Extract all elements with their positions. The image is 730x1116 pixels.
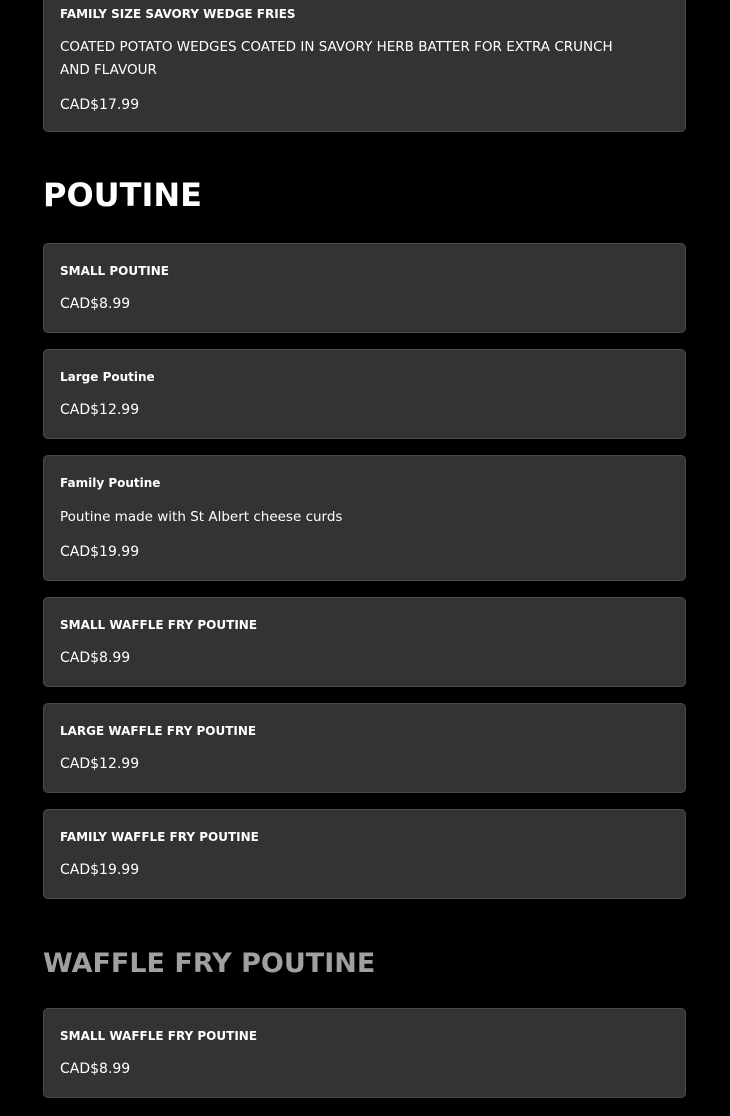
menu-item-name: SMALL WAFFLE FRY POUTINE [60, 618, 258, 632]
menu-item-price: CAD$12.99 [60, 756, 140, 772]
section-title-poutine: POUTINE [43, 176, 203, 214]
menu-item-name: Large Poutine [60, 370, 155, 384]
menu-item-price: CAD$19.99 [60, 544, 140, 560]
menu-item-price: CAD$8.99 [60, 1061, 131, 1077]
menu-item-card[interactable] [43, 349, 686, 439]
menu-item-price: CAD$17.99 [60, 97, 140, 113]
menu-item-card[interactable] [43, 597, 686, 687]
menu-item-price: CAD$8.99 [60, 296, 131, 312]
menu-item-price: CAD$12.99 [60, 402, 140, 418]
menu-item-price: CAD$8.99 [60, 650, 131, 666]
menu-item-card[interactable] [43, 243, 686, 333]
menu-item-card[interactable] [43, 1008, 686, 1098]
menu-item-name: FAMILY SIZE SAVORY WEDGE FRIES [60, 7, 296, 21]
menu-item-description: Poutine made with St Albert cheese curds [60, 509, 343, 525]
menu-item-card[interactable] [43, 703, 686, 793]
section-title-waffle-fry-poutine: WAFFLE FRY POUTINE [43, 948, 376, 979]
menu-item-card[interactable] [43, 455, 686, 581]
menu-item-name: FAMILY WAFFLE FRY POUTINE [60, 830, 259, 844]
menu-item-name: SMALL POUTINE [60, 264, 169, 278]
menu-item-card[interactable] [43, 0, 686, 132]
menu-item-name: LARGE WAFFLE FRY POUTINE [60, 724, 257, 738]
menu-item-price: CAD$19.99 [60, 862, 140, 878]
menu-item-card[interactable] [43, 809, 686, 899]
menu-item-name: SMALL WAFFLE FRY POUTINE [60, 1029, 258, 1043]
menu-item-description: COATED POTATO WEDGES COATED IN SAVORY HERB BATTER FOR EXTRA CRUNCH AND FLAVOUR [60, 39, 613, 78]
menu-item-name: Family Poutine [60, 476, 161, 490]
